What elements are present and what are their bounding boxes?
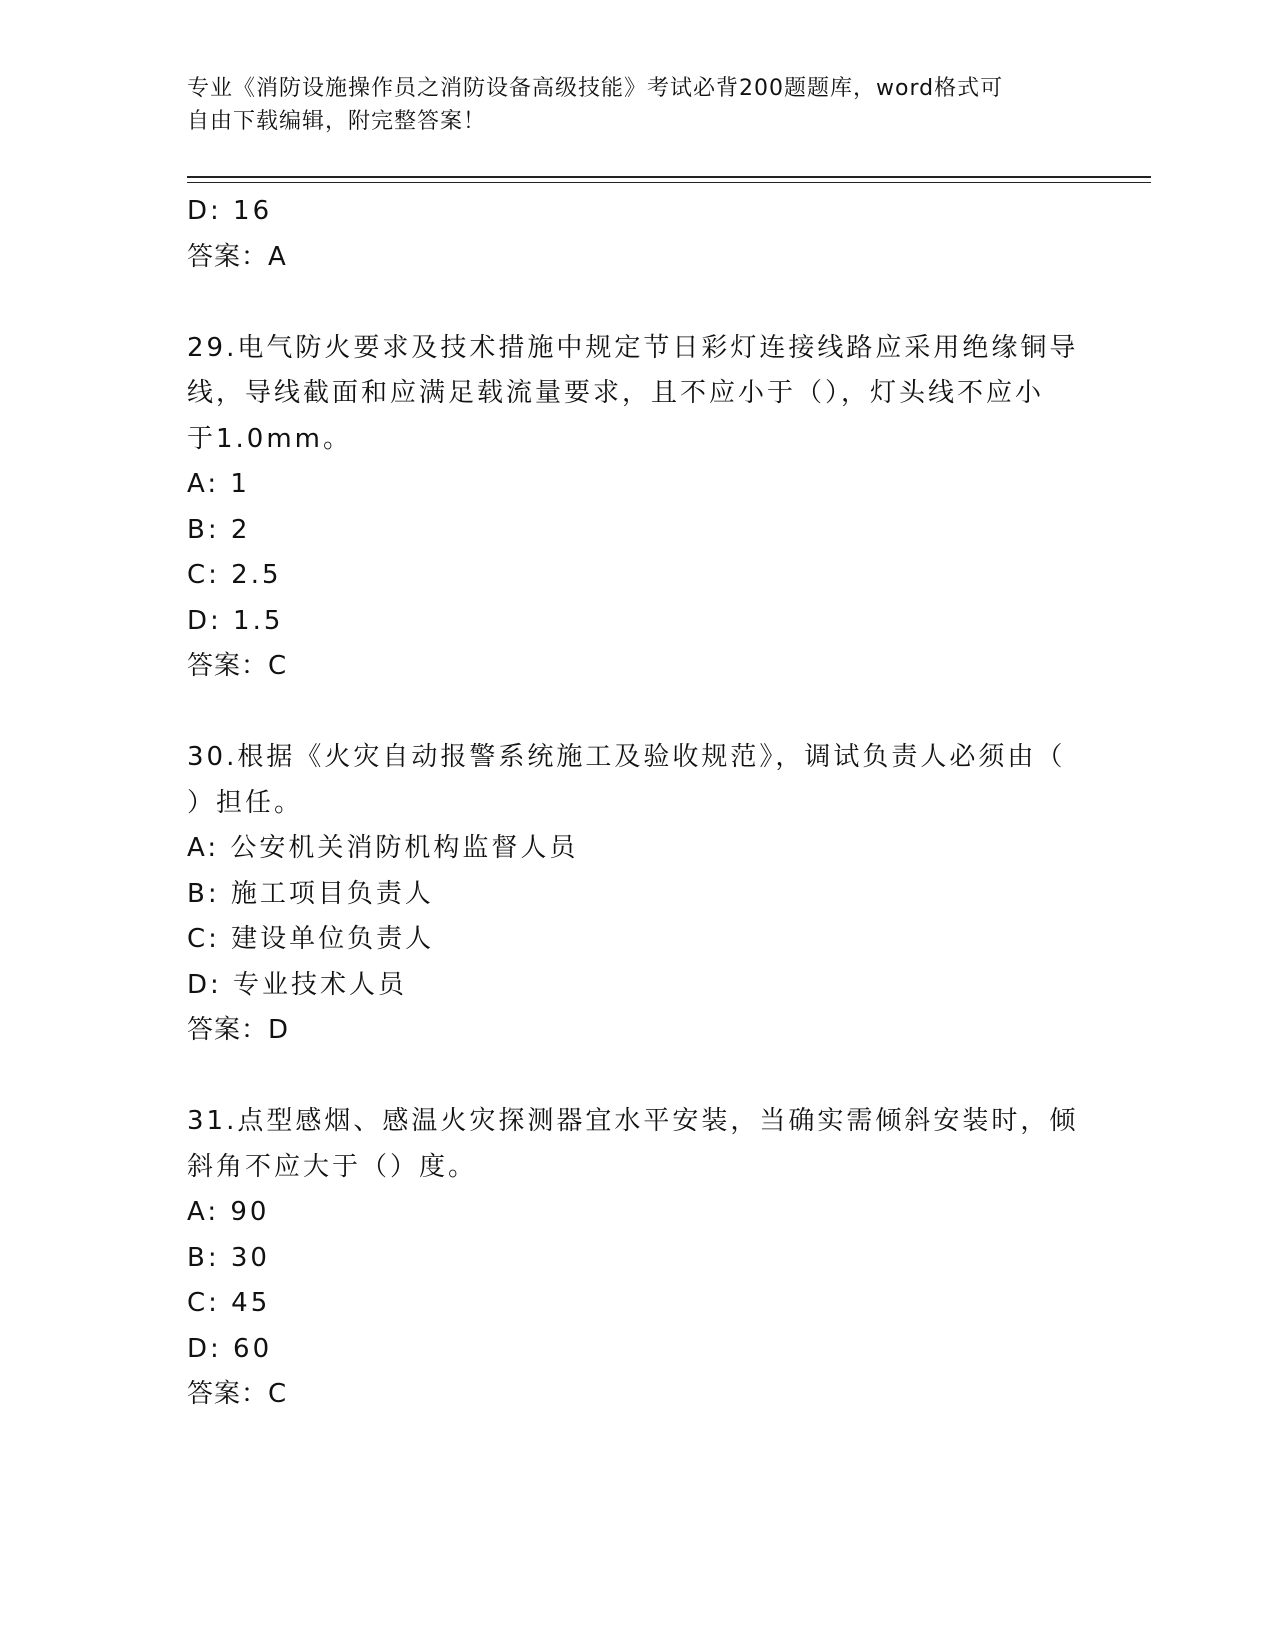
spacer <box>187 1054 1077 1100</box>
question-stem-line: 斜角不应大于（）度。 <box>187 1151 478 1182</box>
question-29 <box>187 326 1077 690</box>
option-b: B: 施工项目负责人 <box>187 878 434 909</box>
answer: 答案：C <box>187 1379 288 1409</box>
answer: 答案：D <box>187 1015 290 1045</box>
question-stem-line: 29.电气防火要求及技术措施中规定节日彩灯连接线路应采用绝缘铜导 <box>187 332 1079 363</box>
option-b: B: 2 <box>187 514 251 545</box>
option-a: A: 公安机关消防机构监督人员 <box>187 833 579 863</box>
carryover-answer: 答案：A <box>187 241 287 272</box>
spacer <box>187 690 1077 736</box>
question-content <box>187 189 1077 1418</box>
question-stem-line: 31.点型感烟、感温火灾探测器宜水平安装，当确实需倾斜安装时，倾 <box>187 1106 1079 1136</box>
question-stem-line: 30.根据《火灾自动报警系统施工及验收规范》，调试负责人必须由（ <box>187 742 1066 772</box>
page-header <box>187 72 1067 138</box>
option-d: D: 专业技术人员 <box>187 969 408 1000</box>
option-c: C: 建设单位负责人 <box>187 924 435 954</box>
option-d: D: 1.5 <box>187 605 284 636</box>
header-line-2: 自由下载编辑，附完整答案！ <box>187 109 487 134</box>
question-stem-line: 于1.0mm。 <box>187 423 353 454</box>
question-31 <box>187 1099 1077 1418</box>
question-stem-line: ）担任。 <box>187 787 304 818</box>
answer: 答案：C <box>187 651 288 681</box>
option-a: A: 90 <box>187 1197 270 1227</box>
spacer <box>187 280 1077 326</box>
option-c: C: 2.5 <box>187 560 282 590</box>
carryover-option-d: D: 16 <box>187 196 273 226</box>
header-line-1: 专业《消防设施操作员之消防设备高级技能》考试必背200题题库，word格式可 <box>187 76 1004 101</box>
option-c: C: 45 <box>187 1288 271 1318</box>
option-d: D: 60 <box>187 1333 273 1364</box>
question-30 <box>187 735 1077 1054</box>
header-divider-thin <box>187 182 1151 183</box>
question-stem-line: 线，导线截面和应满足载流量要求，且不应小于（），灯头线不应小 <box>187 378 1045 408</box>
option-b: B: 30 <box>187 1242 270 1273</box>
header-divider-thick <box>187 176 1151 178</box>
option-a: A: 1 <box>187 469 250 499</box>
